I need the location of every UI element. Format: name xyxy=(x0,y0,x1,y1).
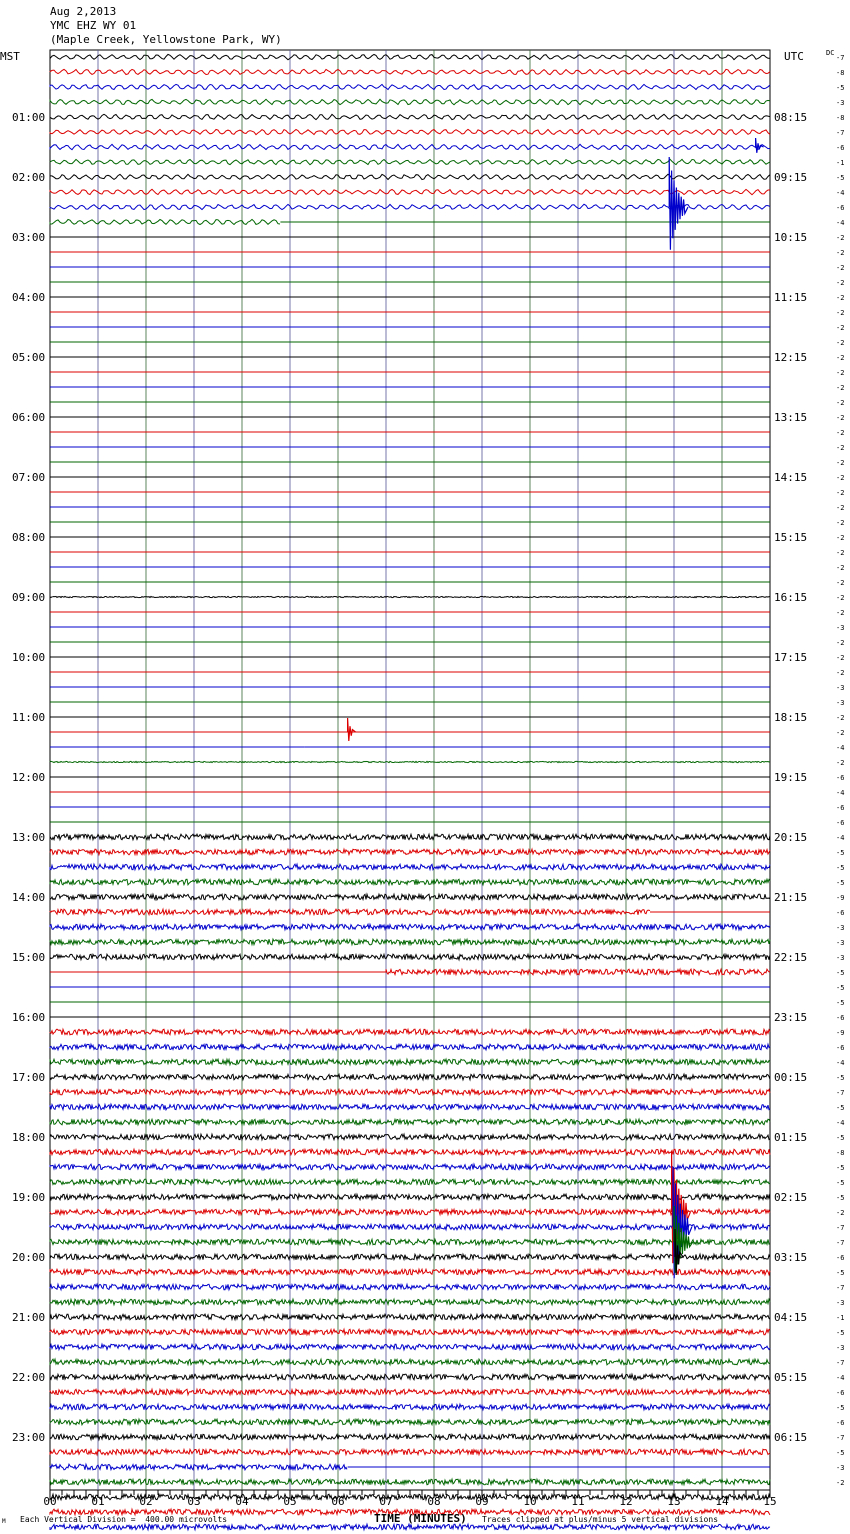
dc-offset-label: -4 xyxy=(836,189,845,197)
dc-offset-label: -5 xyxy=(836,1329,845,1337)
left-hour-label: 06:00 xyxy=(12,411,46,424)
dc-offset-label: -5 xyxy=(836,174,845,182)
dc-offset-label: -2 xyxy=(836,384,845,392)
dc-offset-label: -6 xyxy=(836,204,845,212)
dc-offset-label: -2 xyxy=(836,414,845,422)
dc-offset-label: -5 xyxy=(836,984,845,992)
chart-station-title: YMC EHZ WY 01 xyxy=(50,19,137,32)
dc-offset-label: -4 xyxy=(836,834,845,842)
dc-offset-label: -2 xyxy=(836,1479,845,1487)
dc-offset-label: -6 xyxy=(836,1044,845,1052)
dc-offset-label: -3 xyxy=(836,684,845,692)
left-hour-label: 11:00 xyxy=(12,711,46,724)
right-hour-label: 10:15 xyxy=(774,231,808,244)
trace-line xyxy=(50,1359,770,1365)
right-hour-label: 19:15 xyxy=(774,771,808,784)
trace-line xyxy=(50,189,770,194)
right-hour-label: 00:15 xyxy=(774,1071,808,1084)
clip-note: Traces clipped at plus/minus 5 vertical divisions xyxy=(482,1515,719,1524)
trace-line xyxy=(50,1479,770,1485)
dc-offset-label: -5 xyxy=(836,999,845,1007)
trace-line xyxy=(50,849,770,855)
trace-line xyxy=(50,174,770,179)
dc-offset-label: -6 xyxy=(836,819,845,827)
dc-offset-label: -6 xyxy=(836,1419,845,1427)
right-hour-label: 01:15 xyxy=(774,1131,808,1144)
left-hour-label: 01:00 xyxy=(12,111,46,124)
trace-line xyxy=(50,939,770,945)
left-timezone-label: MST xyxy=(0,50,20,63)
dc-offset-label: -7 xyxy=(836,54,845,62)
right-hour-label: 13:15 xyxy=(774,411,808,424)
dc-offset-label: -1 xyxy=(836,159,845,167)
trace-line xyxy=(50,1059,770,1065)
trace-line xyxy=(50,1029,770,1035)
left-hour-label: 14:00 xyxy=(12,891,46,904)
left-hour-label: 02:00 xyxy=(12,171,46,184)
x-tick-label: 10 xyxy=(523,1495,537,1508)
trace-line xyxy=(50,99,770,104)
trace-line xyxy=(50,894,770,900)
dc-offset-label: -6 xyxy=(836,909,845,917)
seismic-event xyxy=(348,718,356,741)
dc-offset-label: -2 xyxy=(836,429,845,437)
trace-line xyxy=(50,1389,770,1395)
trace-line xyxy=(50,204,770,209)
dc-offset-label: -5 xyxy=(836,1104,845,1112)
trace-line xyxy=(50,129,770,134)
dc-offset-label: -2 xyxy=(836,474,845,482)
right-hour-label: 06:15 xyxy=(774,1431,808,1444)
trace-line xyxy=(50,1044,770,1050)
dc-offset-label: -5 xyxy=(836,1164,845,1172)
left-hour-label: 21:00 xyxy=(12,1311,46,1324)
dc-offset-label: -5 xyxy=(836,879,845,887)
dc-offset-label: -3 xyxy=(836,924,845,932)
dc-offset-label: -2 xyxy=(836,369,845,377)
trace-line xyxy=(50,114,770,119)
right-hour-label: 23:15 xyxy=(774,1011,808,1024)
dc-offset-label: -5 xyxy=(836,1404,845,1412)
right-hour-label: 12:15 xyxy=(774,351,808,364)
dc-offset-label: -2 xyxy=(836,399,845,407)
x-tick-label: 03 xyxy=(187,1495,201,1508)
x-tick-label: 14 xyxy=(715,1495,729,1508)
dc-offset-label: -5 xyxy=(836,1074,845,1082)
trace-line xyxy=(50,1149,770,1155)
dc-offset-label: -2 xyxy=(836,279,845,287)
dc-offset-label: -2 xyxy=(836,294,845,302)
right-hour-label: 20:15 xyxy=(774,831,808,844)
dc-offset-label: -3 xyxy=(836,699,845,707)
dc-offset-label: -5 xyxy=(836,1449,845,1457)
dc-offset-label: -7 xyxy=(836,1089,845,1097)
dc-offset-label: -2 xyxy=(836,489,845,497)
dc-offset-label: -5 xyxy=(836,1134,845,1142)
dc-offset-label: -4 xyxy=(836,219,845,227)
dc-offset-label: -4 xyxy=(836,1119,845,1127)
trace-line xyxy=(50,1419,770,1425)
trace-line xyxy=(50,1299,770,1305)
right-hour-label: 15:15 xyxy=(774,531,808,544)
x-tick-label: 06 xyxy=(331,1495,345,1508)
dc-offset-label: -2 xyxy=(836,354,845,362)
trace-line xyxy=(50,1224,770,1230)
dc-offset-label: -2 xyxy=(836,324,845,332)
dc-offset-label: -2 xyxy=(836,234,845,242)
x-tick-label: 01 xyxy=(91,1495,105,1508)
right-hour-label: 04:15 xyxy=(774,1311,808,1324)
dc-offset-label: -2 xyxy=(836,534,845,542)
right-hour-label: 11:15 xyxy=(774,291,808,304)
dc-offset-label: -7 xyxy=(836,1239,845,1247)
plot-frame xyxy=(50,50,770,1490)
dc-offset-label: -2 xyxy=(836,504,845,512)
dc-offset-label: -2 xyxy=(836,564,845,572)
x-tick-label: 13 xyxy=(667,1495,681,1508)
trace-line xyxy=(50,1269,770,1275)
trace-line xyxy=(50,909,650,915)
left-hour-label: 18:00 xyxy=(12,1131,46,1144)
trace-line xyxy=(50,834,770,840)
left-hour-label: 12:00 xyxy=(12,771,46,784)
chart-location: (Maple Creek, Yellowstone Park, WY) xyxy=(50,33,282,46)
trace-line xyxy=(50,1134,770,1140)
dc-offset-label: -6 xyxy=(836,774,845,782)
dc-offset-label: -6 xyxy=(836,1389,845,1397)
dc-offset-label: -4 xyxy=(836,1059,845,1067)
dc-offset-label: -2 xyxy=(836,759,845,767)
trace-line xyxy=(50,1209,770,1215)
dc-offset-label: -7 xyxy=(836,129,845,137)
left-hour-label: 20:00 xyxy=(12,1251,46,1264)
trace-line xyxy=(50,1179,770,1185)
trace-line xyxy=(50,1524,770,1530)
trace-line xyxy=(50,1494,770,1500)
left-hour-label: 23:00 xyxy=(12,1431,46,1444)
dc-offset-label: -3 xyxy=(836,1464,845,1472)
dc-offset-label: -5 xyxy=(836,849,845,857)
dc-offset-label: -2 xyxy=(836,309,845,317)
dc-offset-label: -2 xyxy=(836,519,845,527)
left-hour-label: 09:00 xyxy=(12,591,46,604)
trace-line xyxy=(50,1119,770,1125)
right-hour-label: 03:15 xyxy=(774,1251,808,1264)
dc-offset-label: -2 xyxy=(836,609,845,617)
trace-line xyxy=(50,1104,770,1110)
dc-offset-label: -5 xyxy=(836,864,845,872)
dc-offset-label: -4 xyxy=(836,1374,845,1382)
dc-offset-label: -2 xyxy=(836,444,845,452)
trace-line xyxy=(50,219,280,224)
trace-line xyxy=(50,1449,770,1455)
dc-offset-label: -8 xyxy=(836,69,845,77)
right-hour-label: 05:15 xyxy=(774,1371,808,1384)
trace-line xyxy=(50,761,770,762)
trace-line xyxy=(50,879,770,885)
x-tick-label: 15 xyxy=(763,1495,777,1508)
dc-offset-label: -2 xyxy=(836,729,845,737)
dc-offset-label: -7 xyxy=(836,1359,845,1367)
dc-offset-label: -3 xyxy=(836,939,845,947)
dc-offset-label: -7 xyxy=(836,1284,845,1292)
dc-offset-label: -6 xyxy=(836,1254,845,1262)
dc-offset-label: -2 xyxy=(836,549,845,557)
trace-line xyxy=(50,1239,770,1245)
dc-offset-label: -9 xyxy=(836,894,845,902)
trace-line xyxy=(50,1329,770,1335)
dc-offset-label: -3 xyxy=(836,1299,845,1307)
dc-offset-label: -5 xyxy=(836,1269,845,1277)
dc-offset-label: -3 xyxy=(836,99,845,107)
trace-line xyxy=(50,1284,770,1290)
dc-offset-label: -6 xyxy=(836,144,845,152)
dc-offset-label: -2 xyxy=(836,249,845,257)
right-hour-label: 17:15 xyxy=(774,651,808,664)
x-tick-label: 02 xyxy=(139,1495,153,1508)
trace-line xyxy=(50,84,770,89)
trace-line xyxy=(50,1194,770,1200)
right-hour-label: 16:15 xyxy=(774,591,808,604)
trace-line xyxy=(50,1254,770,1260)
dc-offset-label: -7 xyxy=(836,1434,845,1442)
right-hour-label: 21:15 xyxy=(774,891,808,904)
dc-offset-label: -8 xyxy=(836,1149,845,1157)
right-hour-label: 14:15 xyxy=(774,471,808,484)
trace-line xyxy=(50,1164,770,1170)
trace-line xyxy=(50,69,770,74)
dc-offset-label: -6 xyxy=(836,1014,845,1022)
left-hour-label: 19:00 xyxy=(12,1191,46,1204)
left-hour-label: 22:00 xyxy=(12,1371,46,1384)
trace-line xyxy=(50,1089,770,1095)
left-hour-label: 13:00 xyxy=(12,831,46,844)
dc-offset-label: -4 xyxy=(836,744,845,752)
trace-line xyxy=(50,1344,770,1350)
dc-offset-label: -5 xyxy=(836,1179,845,1187)
dc-offset-label: -3 xyxy=(836,954,845,962)
dc-offset-label: -4 xyxy=(836,789,845,797)
dc-offset-label: -3 xyxy=(836,624,845,632)
trace-line xyxy=(50,1314,770,1320)
dc-offset-label: -2 xyxy=(836,714,845,722)
dc-offset-label: -6 xyxy=(836,804,845,812)
dc-offset-label: -1 xyxy=(836,1314,845,1322)
dc-offset-label: -7 xyxy=(836,1224,845,1232)
left-hour-label: 15:00 xyxy=(12,951,46,964)
x-tick-label: 07 xyxy=(379,1495,393,1508)
dc-offset-label: -2 xyxy=(836,594,845,602)
trace-line xyxy=(50,924,770,930)
trace-line xyxy=(50,1374,770,1380)
dc-offset-label: -2 xyxy=(836,669,845,677)
dc-offset-label: -9 xyxy=(836,1029,845,1037)
left-hour-label: 17:00 xyxy=(12,1071,46,1084)
dc-offset-label: -5 xyxy=(836,84,845,92)
chart-date: Aug 2,2013 xyxy=(50,5,117,18)
dc-offset-label: -3 xyxy=(836,1344,845,1352)
left-hour-label: 10:00 xyxy=(12,651,46,664)
dc-offset-label: -5 xyxy=(836,1194,845,1202)
dc-offset-label: -2 xyxy=(836,579,845,587)
dc-offset-label: -2 xyxy=(836,264,845,272)
x-tick-label: 09 xyxy=(475,1495,489,1508)
trace-line xyxy=(50,954,770,960)
trace-line xyxy=(50,54,770,59)
dc-offset-label: -2 xyxy=(836,639,845,647)
dc-offset-label: -2 xyxy=(836,459,845,467)
x-tick-label: 00 xyxy=(43,1495,57,1508)
dc-offset-header: DC xyxy=(826,49,835,57)
trace-line xyxy=(50,1404,770,1410)
dc-offset-label: -8 xyxy=(836,114,845,122)
left-hour-label: 03:00 xyxy=(12,231,46,244)
dc-offset-label: -5 xyxy=(836,969,845,977)
right-hour-label: 02:15 xyxy=(774,1191,808,1204)
trace-line xyxy=(50,159,770,164)
x-tick-label: 05 xyxy=(283,1495,297,1508)
trace-line xyxy=(50,864,770,870)
trace-line xyxy=(50,1074,770,1080)
left-hour-label: 05:00 xyxy=(12,351,46,364)
x-tick-label: 04 xyxy=(235,1495,249,1508)
x-axis-title: TIME (MINUTES) xyxy=(374,1512,467,1525)
right-timezone-label: UTC xyxy=(784,50,804,63)
left-hour-label: 16:00 xyxy=(12,1011,46,1024)
trace-line xyxy=(50,1464,347,1470)
right-hour-label: 22:15 xyxy=(774,951,808,964)
dc-offset-label: -2 xyxy=(836,654,845,662)
x-tick-label: 12 xyxy=(619,1495,633,1508)
dc-offset-label: -2 xyxy=(836,339,845,347)
right-hour-label: 18:15 xyxy=(774,711,808,724)
left-hour-label: 08:00 xyxy=(12,531,46,544)
dc-offset-label: -2 xyxy=(836,1209,845,1217)
left-hour-label: 04:00 xyxy=(12,291,46,304)
x-tick-label: 08 xyxy=(427,1495,441,1508)
trace-line xyxy=(50,144,770,149)
x-tick-label: 11 xyxy=(571,1495,585,1508)
right-hour-label: 08:15 xyxy=(774,111,808,124)
left-hour-label: 07:00 xyxy=(12,471,46,484)
seismic-event xyxy=(669,157,688,250)
trace-line xyxy=(50,1434,770,1440)
corner-mark: M xyxy=(2,1518,6,1525)
right-hour-label: 09:15 xyxy=(774,171,808,184)
scale-note: Each Vertical Division = 400.00 microvolts xyxy=(20,1515,228,1524)
trace-line xyxy=(50,596,770,597)
